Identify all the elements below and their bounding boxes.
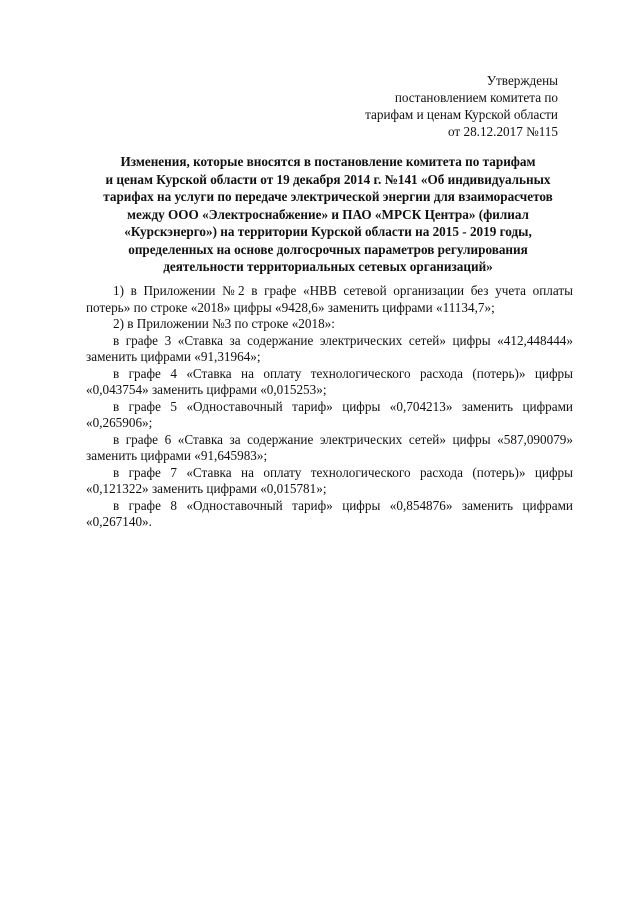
title-line: деятельности территориальных сетевых организаций» bbox=[163, 259, 493, 274]
title-line: Изменения, которые вносятся в постановление комитета по тарифам bbox=[120, 154, 536, 169]
body-paragraph: в графе 5 «Одноставочный тариф» цифры «0,704213» заменить цифрами «0,265906»; bbox=[86, 398, 573, 430]
body-paragraph: в графе 3 «Ставка за содержание электрических сетей» цифры «412,448444» заменить цифрами «91,31964»; bbox=[86, 332, 573, 364]
body-paragraph: в графе 6 «Ставка за содержание электрических сетей» цифры «587,090079» заменить цифрами «91,645983»; bbox=[86, 431, 573, 463]
document-title bbox=[88, 153, 568, 276]
title-line: определенных на основе долгосрочных параметров регулирования bbox=[128, 241, 528, 257]
approval-date-line: от 28.12.2017 №115 bbox=[448, 124, 558, 139]
approval-line: Утверждены bbox=[486, 73, 558, 88]
body-paragraph: в графе 7 «Ставка на оплату технологического расхода (потерь)» цифры «0,121322» заменить цифрами «0,015781»; bbox=[86, 464, 573, 496]
title-line: и ценам Курской области от 19 декабря 2014 г. №141 «Об индивидуальных bbox=[105, 171, 551, 187]
approval-line: постановлением комитета по bbox=[394, 90, 558, 105]
approval-stamp-block bbox=[318, 72, 558, 140]
body-paragraph: в графе 4 «Ставка на оплату технологического расхода (потерь)» цифры «0,043754» заменить цифрами «0,015253»; bbox=[86, 365, 573, 397]
title-line: «Курскэнерго») на территории Курской области на 2015 - 2019 годы, bbox=[124, 224, 532, 239]
title-line: между ООО «Электроснабжение» и ПАО «МРСК Центра» (филиал bbox=[127, 206, 529, 222]
body-paragraph: 1) в Приложении №2 в графе «НВВ сетевой организации без учета оплаты потерь» по строке «2018» цифры «9428,6» заменить цифрами «11134,7»; bbox=[86, 283, 573, 315]
body-paragraph: в графе 8 «Одноставочный тариф» цифры «0,854876» заменить цифрами «0,267140». bbox=[86, 497, 573, 529]
body-paragraph: 2) в Приложении №3 по строке «2018»: bbox=[113, 316, 335, 331]
document-body bbox=[86, 283, 573, 531]
approval-line: тарифам и ценам Курской области bbox=[365, 107, 558, 122]
title-line: тарифах на услуги по передаче электрической энергии для взаиморасчетов bbox=[103, 189, 553, 204]
